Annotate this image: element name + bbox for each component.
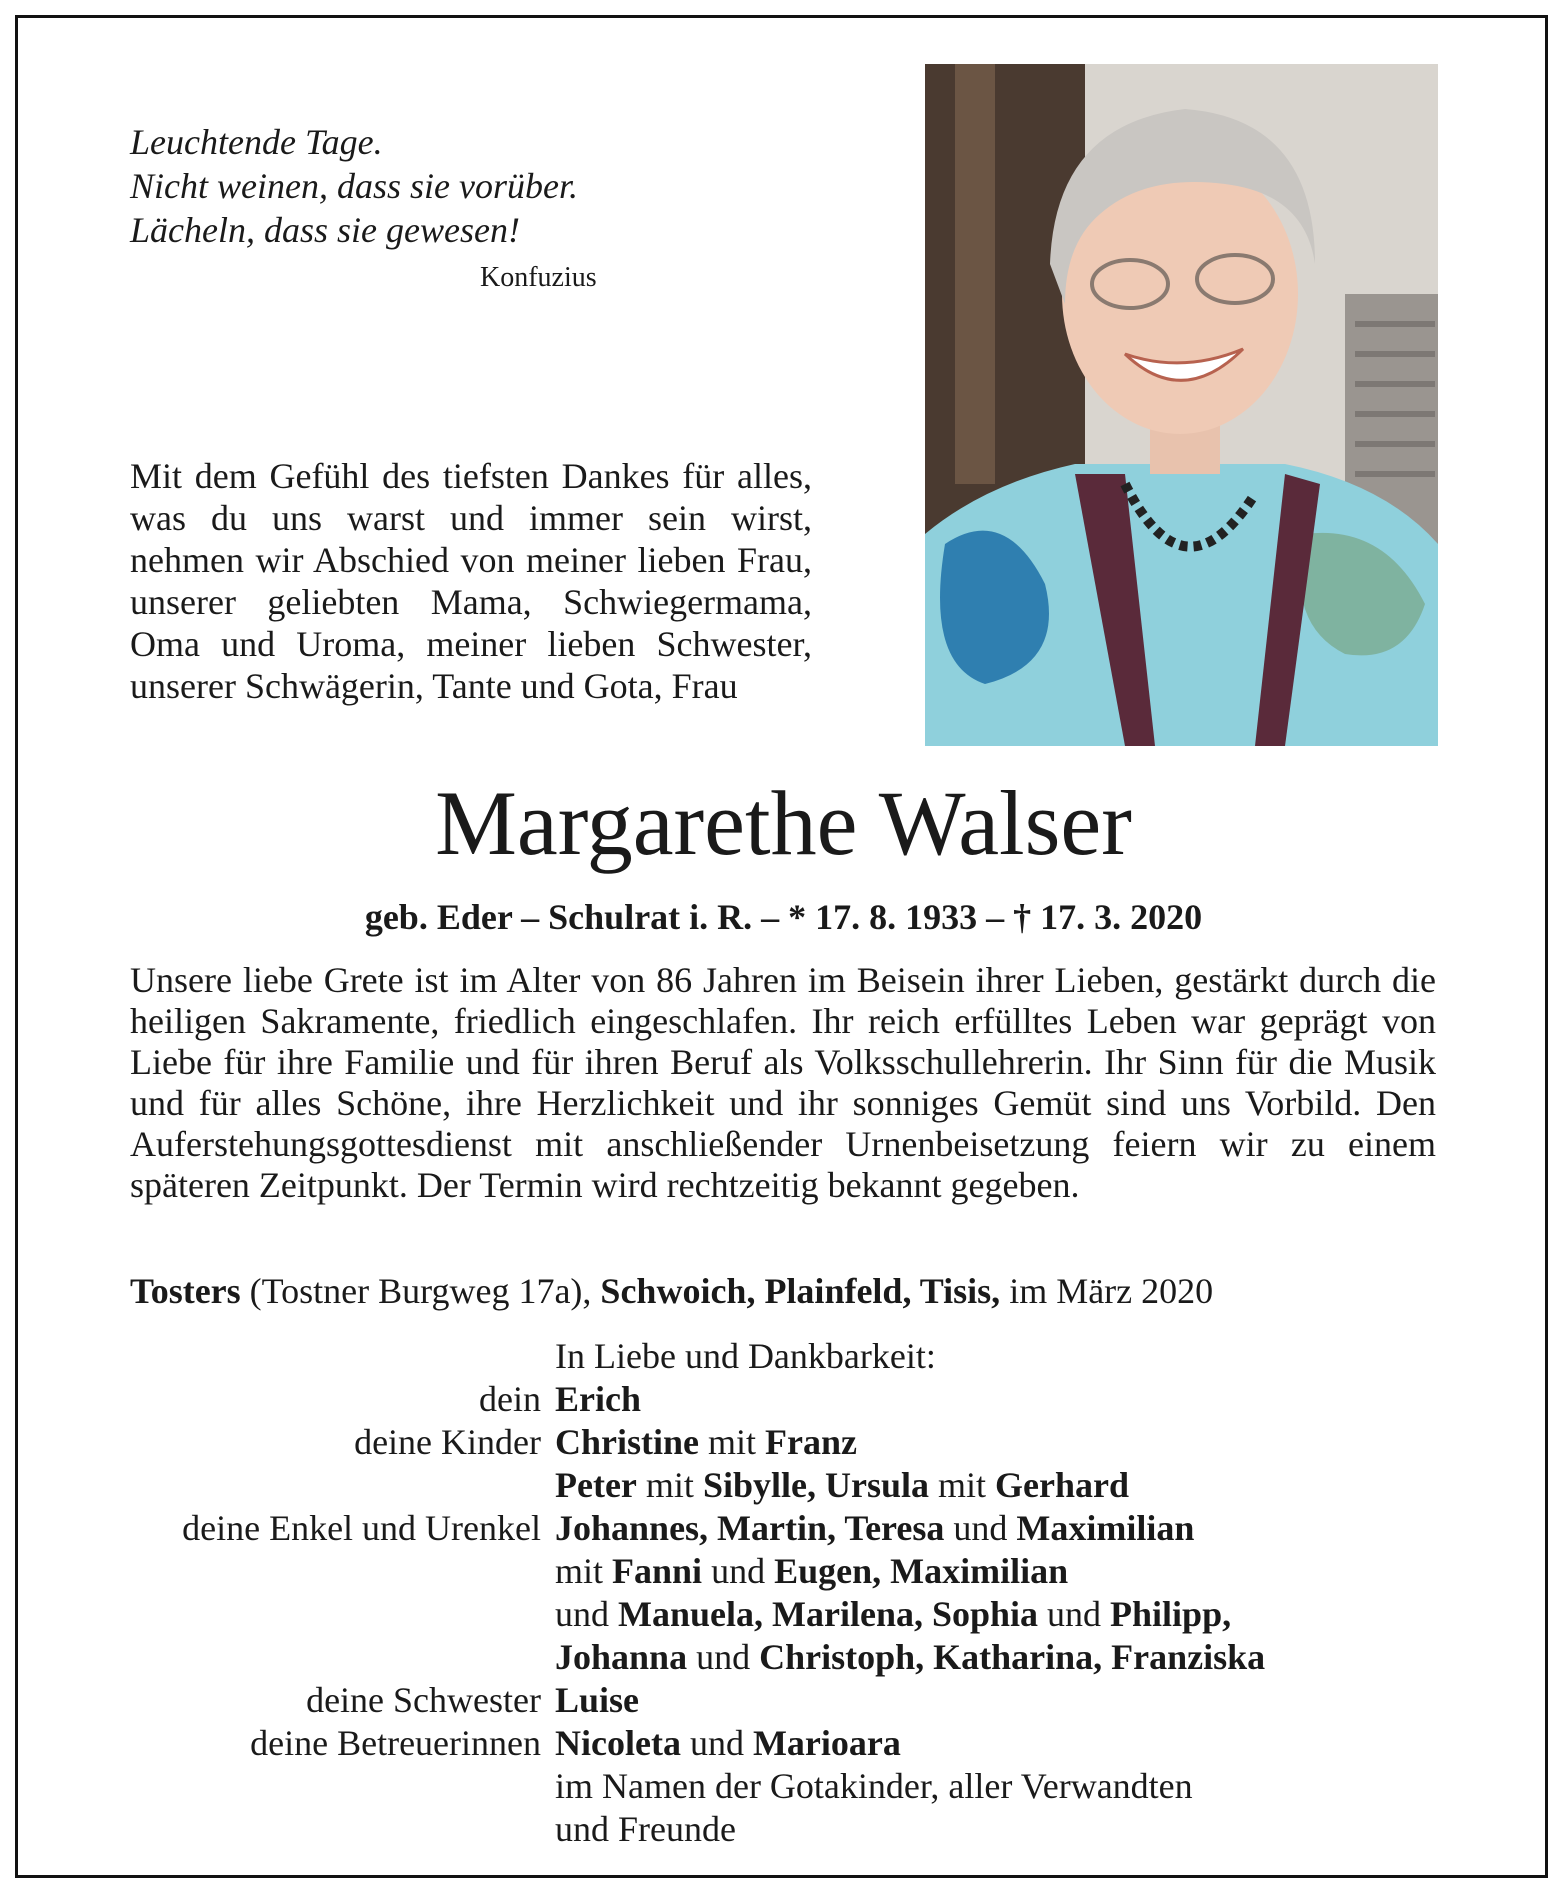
quote-line: Lächeln, dass sie gewesen! (130, 210, 520, 250)
family-role (0, 1593, 555, 1636)
family-member-name: Marioara (752, 1723, 901, 1763)
deceased-name: Margarethe Walser (435, 772, 1132, 874)
family-member-name: Fanni (612, 1551, 703, 1591)
family-connector: mit (636, 1465, 703, 1505)
family-role: dein (479, 1379, 541, 1419)
family-heading: In Liebe und Dankbarkeit: (555, 1336, 936, 1376)
family-connector: und (702, 1551, 775, 1591)
body-paragraph: Unsere liebe Grete ist im Alter von 86 Jahren im Beisein ihrer Lieben, gestärkt durch die heiligen Sakramente, friedlich eingeschlafen. Ihr reich erfülltes Leben war geprägt von Liebe für ihre Familie und für ihren Beruf als Volksschullehrerin. Ihr Sinn für die Musik und für alles Schöne, ihre Herzlichkeit und ihr sonniges Gemüt sind uns Vorbild. Den Auferstehungsgottesdienst mit anschließender Urnenbeisetzung feiern wir zu einem späteren Zeitpunkt. Der Termin wird rechtzeitig bekannt gegeben. (130, 960, 1436, 1205)
family-row (0, 1464, 1567, 1507)
family-connector: und (687, 1637, 760, 1677)
family-member-name: Christoph, Katharina, Franziska (759, 1637, 1266, 1677)
family-member-name: Manuela, Marilena, Sophia (618, 1594, 1039, 1634)
family-role: deine Kinder (354, 1422, 541, 1462)
family-connector: mit (555, 1551, 613, 1591)
family-names (555, 1378, 641, 1421)
family-member-name: Erich (555, 1379, 641, 1419)
intro-paragraph: Mit dem Gefühl des tiefsten Dankes für alles, was du uns warst und immer sein wirst, nehmen wir Abschied von meiner lieben Frau, unserer geliebten Mama, Schwiegermama, Oma und Uroma, meiner lieben Schwester, unserer Schwägerin, Tante und Gota, Frau (130, 456, 812, 706)
family-names (555, 1550, 1068, 1593)
family-member-name: Johanna (555, 1637, 688, 1677)
family-role: deine Betreuerinnen (250, 1723, 541, 1763)
family-member-name: Peter (555, 1465, 637, 1505)
family-role: deine Enkel und Urenkel (182, 1508, 541, 1548)
quote-author: Konfuzius (480, 262, 597, 293)
family-names (555, 1421, 857, 1464)
family-row (0, 1636, 1567, 1679)
portrait-photo (925, 64, 1438, 746)
place-others: Schwoich, Plainfeld, Tisis, (600, 1271, 1001, 1311)
family-role: deine Schwester (306, 1680, 541, 1720)
family-role (0, 1550, 555, 1593)
family-row (0, 1765, 1567, 1808)
family-row (0, 1593, 1567, 1636)
family-member-name: Sibylle, Ursula (702, 1465, 929, 1505)
family-names (555, 1507, 1194, 1550)
family-connector: und (680, 1723, 753, 1763)
place-address: (Tostner Burgweg 17a), (240, 1271, 601, 1311)
family-connector: mit (928, 1465, 995, 1505)
quote-line: Leuchtende Tage. (130, 122, 383, 162)
family-role (0, 1636, 555, 1679)
place-town: Tosters (130, 1271, 241, 1311)
family-heading-row (0, 1335, 1567, 1378)
family-row (0, 1378, 1567, 1421)
places-line (130, 1270, 1436, 1312)
family-member-name: Eugen, Maximilian (774, 1551, 1069, 1591)
family-row (0, 1550, 1567, 1593)
family-row (0, 1722, 1567, 1765)
family-names (555, 1593, 1231, 1636)
family-member-name: Nicoleta (555, 1723, 681, 1763)
family-names (555, 1765, 1193, 1808)
family-connector: und (555, 1594, 618, 1634)
family-member-name: Franz (765, 1422, 857, 1462)
family-member-name: Johannes, Martin, Teresa (555, 1508, 945, 1548)
family-row (0, 1808, 1567, 1851)
quote-line: Nicht weinen, dass sie vorüber. (130, 166, 578, 206)
place-date: im März 2020 (1000, 1271, 1214, 1311)
family-member-name: Luise (555, 1680, 640, 1720)
life-dates: geb. Eder – Schulrat i. R. – * 17. 8. 1933 – † 17. 3. 2020 (364, 897, 1203, 937)
family-member-name: Gerhard (995, 1465, 1129, 1505)
family-names (555, 1679, 639, 1722)
family-names (555, 1464, 1129, 1507)
family-member-name: Philipp, (1110, 1594, 1232, 1634)
quote (130, 120, 578, 252)
family-names (555, 1808, 736, 1851)
family-connector: im Namen der Gotakinder, aller Verwandten (555, 1766, 1193, 1806)
family-list (0, 1335, 1567, 1851)
family-connector: und Freunde (555, 1809, 736, 1849)
family-row (0, 1421, 1567, 1464)
family-role (0, 1765, 555, 1808)
family-row (0, 1507, 1567, 1550)
family-member-name: Maximilian (1016, 1508, 1195, 1548)
family-connector: mit (699, 1422, 766, 1462)
family-role (0, 1808, 555, 1851)
family-row (0, 1679, 1567, 1722)
family-connector: und (944, 1508, 1017, 1548)
family-names (555, 1722, 901, 1765)
family-role (0, 1464, 555, 1507)
family-names (555, 1636, 1265, 1679)
family-member-name: Christine (555, 1422, 699, 1462)
family-connector: und (1038, 1594, 1111, 1634)
